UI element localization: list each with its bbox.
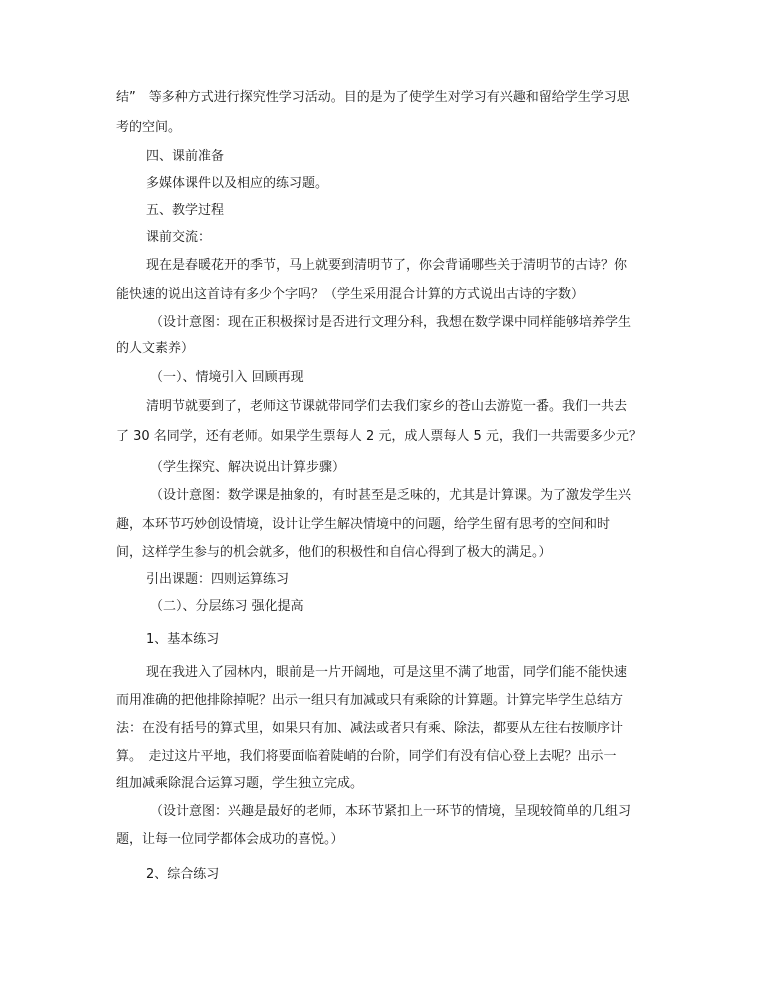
section-heading: 四、课前准备 bbox=[146, 149, 225, 164]
paragraph-line: 的人文素养） bbox=[116, 341, 195, 356]
paragraph-line: 法：在没有括号的算式里，如果只有加、减法或者只有乘、除法，都要从左往右按顺序计 bbox=[116, 721, 624, 736]
paragraph-line: 现在是春暖花开的季节，马上就要到清明节了，你会背诵哪些关于清明节的古诗？你 bbox=[146, 258, 628, 273]
paragraph-line: （学生探究、解决说出计算步骤） bbox=[150, 460, 346, 475]
paragraph-line: 而用准确的把他排除掉呢？出示一组只有加减或只有乘除的计算题。计算完毕学生总结方 bbox=[116, 693, 624, 708]
paragraph-line: 现在我进入了园林内，眼前是一片开阔地，可是这里不满了地雷，同学们能不能快速 bbox=[146, 665, 628, 680]
subsection-heading: 2、综合练习 bbox=[146, 867, 220, 882]
subsection-heading: （一）、情境引入 回顾再现 bbox=[150, 370, 304, 385]
paragraph-line: 课前交流： bbox=[146, 230, 212, 245]
paragraph-line: 组加减乘除混合运算习题，学生独立完成。 bbox=[116, 776, 364, 791]
paragraph-line: 算。 走过这片平地，我们将要面临着陡峭的台阶，同学们有没有信心登上去呢？出示一 bbox=[116, 749, 617, 764]
paragraph-line: 清明节就要到了，老师这节课就带同学们去我们家乡的苍山去游览一番。我们一共去 bbox=[146, 399, 628, 414]
subsection-heading: （二）、分层练习 强化提高 bbox=[150, 599, 304, 614]
paragraph-line: 能快速的说出这首诗有多少个字吗？（学生采用混合计算的方式说出古诗的字数） bbox=[116, 287, 585, 302]
section-heading: 五、教学过程 bbox=[146, 203, 225, 218]
paragraph-line: 考的空间。 bbox=[116, 120, 182, 135]
paragraph-line: 多媒体课件以及相应的练习题。 bbox=[146, 176, 329, 191]
paragraph-line: 了 30 名同学，还有老师。如果学生票每人 2 元，成人票每人 5 元，我们一共需要多少元？ bbox=[116, 429, 642, 444]
paragraph-line: 题，让每一位同学都体会成功的喜悦。） bbox=[116, 832, 344, 847]
paragraph-line: 结” 等多种方式进行探究性学习活动。目的是为了使学生对学习有兴趣和留给学生学习思 bbox=[116, 90, 630, 105]
paragraph-line: 趣，本环节巧妙创设情境，设计让学生解决情境中的问题，给学生留有思考的空间和时 bbox=[116, 517, 611, 532]
paragraph-line: 引出课题：四则运算练习 bbox=[146, 572, 290, 587]
subsection-heading: 1、基本练习 bbox=[146, 632, 220, 647]
paragraph-line: （设计意图：兴趣是最好的老师，本环节紧扣上一环节的情境，呈现较简单的几组习 bbox=[150, 804, 632, 819]
paragraph-line: （设计意图：现在正积极探讨是否进行文理分科，我想在数学课中同样能够培养学生 bbox=[150, 315, 632, 330]
paragraph-line: （设计意图：数学课是抽象的，有时甚至是乏味的，尤其是计算课。为了激发学生兴 bbox=[150, 488, 632, 503]
paragraph-line: 间，这样学生参与的机会就多，他们的积极性和自信心得到了极大的满足。） bbox=[116, 545, 552, 560]
